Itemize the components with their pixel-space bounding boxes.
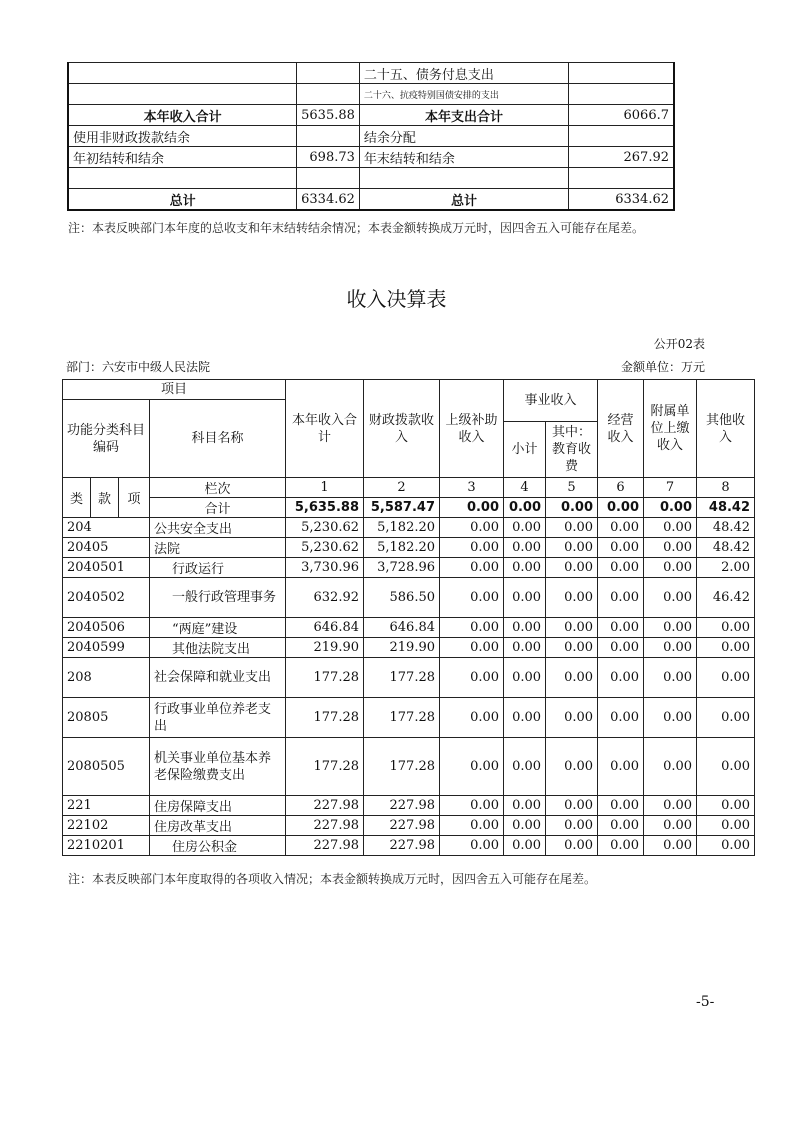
col-index: 2 [364,478,440,498]
income-label: 年初结转和结余 [68,147,297,168]
cell-value: 0.00 [644,638,697,658]
cell-value: 0.00 [697,738,755,796]
table-row [63,796,755,816]
cell-value: 0.00 [644,836,697,856]
total-value: 0.00 [546,498,598,518]
expense-label [359,168,568,189]
cell-value: 0.00 [504,836,546,856]
expense-value: 6334.62 [569,189,674,211]
cell-value: 0.00 [504,816,546,836]
cell-value: 0.00 [644,578,697,618]
cell-value: 0.00 [644,618,697,638]
col-index: 4 [504,478,546,498]
subject-name: 住房公积金 [150,836,286,856]
cell-value: 227.98 [286,796,364,816]
income-value: 5635.88 [297,105,360,126]
total-label: 合计 [150,498,286,518]
cell-value: 0.00 [546,638,598,658]
cell-value: 0.00 [697,698,755,738]
income-label: 使用非财政拨款结余 [68,126,297,147]
cell-value: 5,182.20 [364,518,440,538]
column-index-row [63,478,755,498]
table-row [63,638,755,658]
cell-value: 48.42 [697,538,755,558]
expense-value: 6066.7 [569,105,674,126]
cell-value: 0.00 [504,698,546,738]
total-value: 0.00 [644,498,697,518]
expense-value [569,63,674,84]
summary-table-continued [67,62,675,211]
cell-value: 646.84 [364,618,440,638]
income-value [297,126,360,147]
cell-value: 0.00 [546,618,598,638]
col-index: 1 [286,478,364,498]
cell-value: 0.00 [697,618,755,638]
cell-value: 177.28 [364,738,440,796]
table-row [68,147,674,168]
cell-value: 0.00 [504,738,546,796]
subject-code: 2040506 [63,618,150,638]
cell-value: 0.00 [440,796,504,816]
cell-value: 0.00 [546,738,598,796]
total-value: 0.00 [598,498,644,518]
cell-value: 219.90 [286,638,364,658]
col-index: 8 [697,478,755,498]
cell-value: 0.00 [644,538,697,558]
subject-name: 社会保障和就业支出 [150,658,286,698]
page-number: -5- [696,994,715,1010]
col-subtotal: 小计 [504,422,546,478]
subject-code: 20405 [63,538,150,558]
total-value: 0.00 [440,498,504,518]
col-superior: 上级补助收入 [440,380,504,478]
expense-label: 结余分配 [359,126,568,147]
col-index: 7 [644,478,697,498]
income-value [297,84,360,105]
cell-value: 0.00 [546,658,598,698]
subject-name: 公共安全支出 [150,518,286,538]
cell-value: 0.00 [697,836,755,856]
cell-value: 3,730.96 [286,558,364,578]
form-number: 公开02表 [653,337,705,351]
subject-name: 行政事业单位养老支出 [150,698,286,738]
cell-value: 227.98 [364,796,440,816]
cell-value: 3,728.96 [364,558,440,578]
table-row [68,189,674,211]
income-value: 6334.62 [297,189,360,211]
cell-value: 0.00 [598,558,644,578]
table-row [63,558,755,578]
expense-label: 年末结转和结余 [359,147,568,168]
cell-value: 0.00 [546,538,598,558]
income-label: 本年收入合计 [68,105,297,126]
cell-value: 0.00 [644,796,697,816]
col-func-code: 功能分类科目编码 [63,400,150,478]
cell-value: 177.28 [364,658,440,698]
col-business: 经营收入 [598,380,644,478]
expense-value [569,84,674,105]
table-row [68,84,674,105]
col-subject-name: 科目名称 [150,400,286,478]
cell-value: 0.00 [644,698,697,738]
table-row [63,698,755,738]
table-row [68,63,674,84]
cell-value: 0.00 [440,618,504,638]
cell-value: 2.00 [697,558,755,578]
col-fiscal: 财政拨款收入 [364,380,440,478]
cell-value: 0.00 [504,638,546,658]
currency-unit-label: 金额单位：万元 [620,360,705,374]
cell-value: 177.28 [286,658,364,698]
cell-value: 0.00 [546,836,598,856]
subject-name: 其他法院支出 [150,638,286,658]
cell-value: 227.98 [286,816,364,836]
cell-value: 0.00 [598,638,644,658]
col-edu-fee: 其中：教育收费 [546,422,598,478]
cell-value: 0.00 [644,816,697,836]
cell-value: 177.28 [286,738,364,796]
table-row [63,738,755,796]
cell-value: 227.98 [286,836,364,856]
header-row [63,380,755,400]
subject-name: 住房改革支出 [150,816,286,836]
cell-value: 0.00 [440,738,504,796]
total-value: 5,635.88 [286,498,364,518]
col-other: 其他收入 [697,380,755,478]
cell-value: 0.00 [598,658,644,698]
cell-value: 0.00 [504,538,546,558]
cell-value: 0.00 [546,816,598,836]
cell-value: 0.00 [546,698,598,738]
cell-value: 0.00 [598,698,644,738]
income-value [297,168,360,189]
total-row [63,498,755,518]
cell-value: 46.42 [697,578,755,618]
income-label: 总计 [68,189,297,211]
cell-value: 0.00 [546,796,598,816]
project-header: 项目 [63,380,286,400]
total-value: 48.42 [697,498,755,518]
table-row [63,538,755,558]
subject-code: 20805 [63,698,150,738]
cell-value: 0.00 [440,698,504,738]
cell-value: 177.28 [364,698,440,738]
cell-value: 0.00 [504,558,546,578]
cell-value: 0.00 [644,518,697,538]
cell-value: 227.98 [364,816,440,836]
cell-value: 0.00 [504,518,546,538]
subject-code: 204 [63,518,150,538]
subject-name: 行政运行 [150,558,286,578]
cell-value: 0.00 [598,816,644,836]
table-row [63,518,755,538]
table-row [63,816,755,836]
expense-value: 267.92 [569,147,674,168]
subject-code: 2210201 [63,836,150,856]
page-title: 收入决算表 [346,287,447,311]
subject-name: 法院 [150,538,286,558]
cell-value: 0.00 [598,618,644,638]
cell-value: 0.00 [697,816,755,836]
department-label: 部门：六安市中级人民法院 [66,360,211,374]
cell-value: 219.90 [364,638,440,658]
income-table [62,379,755,856]
subject-code: 2040501 [63,558,150,578]
cell-value: 0.00 [440,518,504,538]
cell-value: 0.00 [440,836,504,856]
cell-value: 0.00 [504,618,546,638]
cell-value: 0.00 [644,658,697,698]
cell-value: 0.00 [697,796,755,816]
expense-value [569,126,674,147]
subject-code: 208 [63,658,150,698]
cell-value: 0.00 [644,558,697,578]
cell-value: 0.00 [697,638,755,658]
cell-value: 0.00 [598,836,644,856]
subject-code: 22102 [63,816,150,836]
subject-name: 一般行政管理事务 [150,578,286,618]
cell-value: 0.00 [440,658,504,698]
cell-value: 0.00 [546,578,598,618]
cell-value: 0.00 [440,558,504,578]
cell-value: 0.00 [697,658,755,698]
lanci-label: 栏次 [150,478,286,498]
cell-value: 646.84 [286,618,364,638]
table-note: 注：本表反映部门本年度取得的各项收入情况；本表金额转换成万元时，因四舍五入可能存在尾差。 [68,872,597,886]
cell-value: 0.00 [598,796,644,816]
cell-value: 0.00 [504,796,546,816]
table-row [63,836,755,856]
cell-value: 5,230.62 [286,538,364,558]
income-label [68,84,297,105]
income-value [297,63,360,84]
cell-value: 0.00 [598,538,644,558]
table-row [68,126,674,147]
cell-value: 0.00 [440,638,504,658]
subject-name: 住房保障支出 [150,796,286,816]
cell-value: 0.00 [440,538,504,558]
income-label [68,168,297,189]
cell-value: 632.92 [286,578,364,618]
col-kuan: 款 [91,478,119,518]
col-affiliated: 附属单位上缴收入 [644,380,697,478]
table-row [68,105,674,126]
cell-value: 5,230.62 [286,518,364,538]
table-row [68,168,674,189]
cell-value: 0.00 [598,518,644,538]
expense-label: 二十六、抗疫特别国债安排的支出 [359,84,568,105]
subject-code: 221 [63,796,150,816]
expense-value [569,168,674,189]
cell-value: 0.00 [440,578,504,618]
cell-value: 0.00 [644,738,697,796]
subject-name: 机关事业单位基本养老保险缴费支出 [150,738,286,796]
cell-value: 586.50 [364,578,440,618]
income-label [68,63,297,84]
table-row [63,618,755,638]
col-career: 事业收入 [504,380,598,422]
subject-code: 2040599 [63,638,150,658]
table-row [63,658,755,698]
subject-code: 2080505 [63,738,150,796]
cell-value: 5,182.20 [364,538,440,558]
expense-label: 总计 [359,189,568,211]
cell-value: 0.00 [598,738,644,796]
total-value: 0.00 [504,498,546,518]
col-index: 6 [598,478,644,498]
expense-label: 本年支出合计 [359,105,568,126]
cell-value: 0.00 [440,816,504,836]
table-note: 注：本表反映部门本年度的总收支和年末结转结余情况；本表金额转换成万元时，因四舍五入可能存在尾差。 [68,221,645,235]
cell-value: 177.28 [286,698,364,738]
total-value: 5,587.47 [364,498,440,518]
cell-value: 0.00 [598,578,644,618]
col-lei: 类 [63,478,91,518]
cell-value: 0.00 [504,658,546,698]
cell-value: 227.98 [364,836,440,856]
cell-value: 48.42 [697,518,755,538]
income-value: 698.73 [297,147,360,168]
cell-value: 0.00 [504,578,546,618]
subject-code: 2040502 [63,578,150,618]
col-index: 5 [546,478,598,498]
subject-name: “两庭”建设 [150,618,286,638]
cell-value: 0.00 [546,518,598,538]
expense-label: 二十五、债务付息支出 [359,63,568,84]
col-annual-income: 本年收入合计 [286,380,364,478]
table-row [63,578,755,618]
col-xiang: 项 [119,478,150,518]
cell-value: 0.00 [546,558,598,578]
col-index: 3 [440,478,504,498]
